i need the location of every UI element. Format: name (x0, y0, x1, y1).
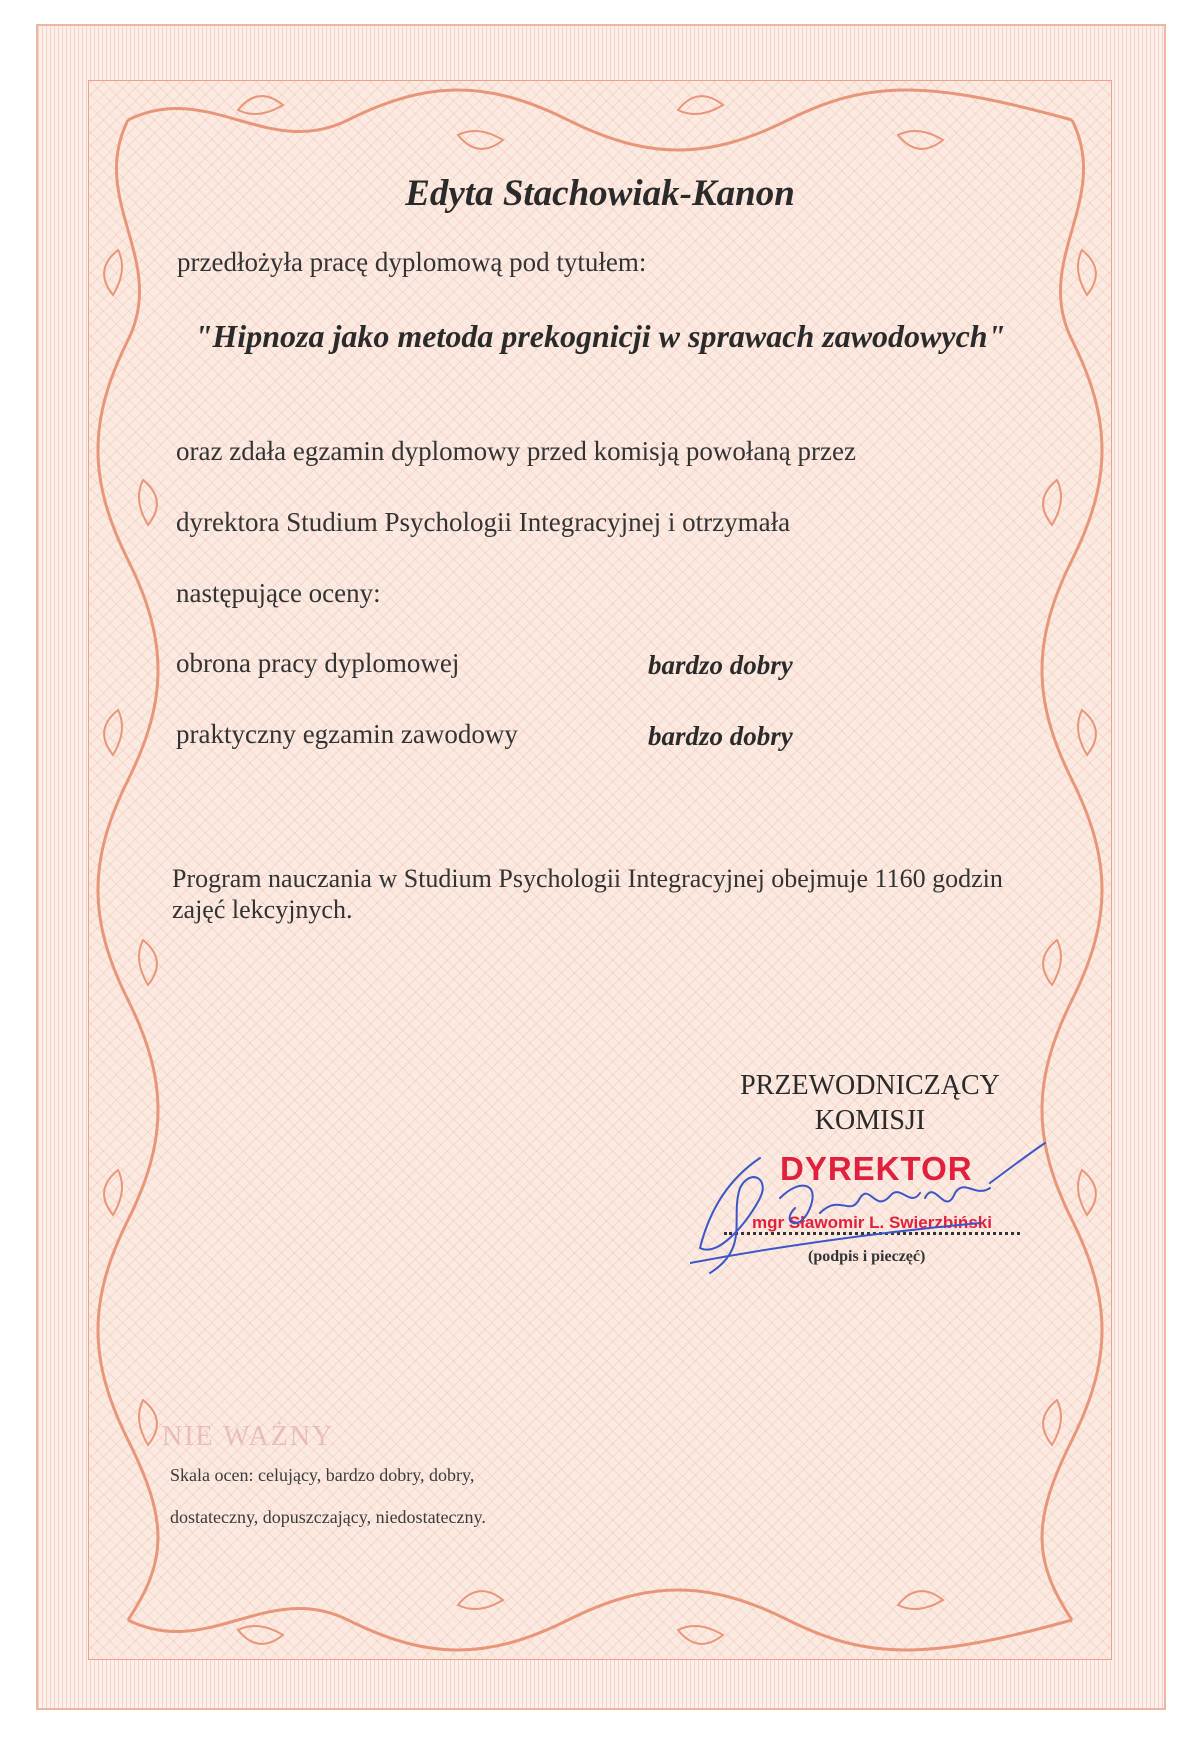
grade-value-defense: bardzo dobry (648, 650, 793, 680)
grading-scale-line-1: Skala ocen: celujący, bardzo dobry, dobry, (170, 1465, 475, 1485)
faint-watermark-text: NIE WAŻNY (162, 1421, 335, 1452)
signature-caption: (podpis i pieczęć) (808, 1248, 926, 1265)
thesis-intro: przedłożyła pracę dyplomową pod tytułem: (177, 247, 647, 277)
grade-value-practical: bardzo dobry (648, 721, 793, 751)
body-line-1: oraz zdała egzamin dyplomowy przed komisją powołaną przez (176, 436, 856, 466)
grade-label-defense: obrona pracy dyplomowej (176, 648, 460, 678)
recipient-name: Edyta Stachowiak-Kanon (405, 173, 795, 214)
stamp-title: DYREKTOR (780, 1150, 973, 1187)
body-line-2: dyrektora Studium Psychologii Integracyjnej i otrzymała (176, 507, 791, 537)
program-note: Program nauczania w Studium Psychologii Integracyjnej obejmuje 1160 godzin zajęć lekcyjnych. (172, 864, 1003, 924)
body-line-3: następujące oceny: (176, 578, 381, 608)
thesis-title: "Hipnoza jako metoda prekognicji w sprawach zawodowych" (194, 318, 1006, 354)
committee-chair-title: PRZEWODNICZĄCY KOMISJI (740, 1070, 1000, 1136)
grading-scale-line-2: dostateczny, dopuszczający, niedostateczny. (170, 1507, 486, 1527)
grade-label-practical: praktyczny egzamin zawodowy (176, 719, 518, 749)
stamp-name: mgr Sławomir L. Swierzbiński (752, 1213, 992, 1232)
